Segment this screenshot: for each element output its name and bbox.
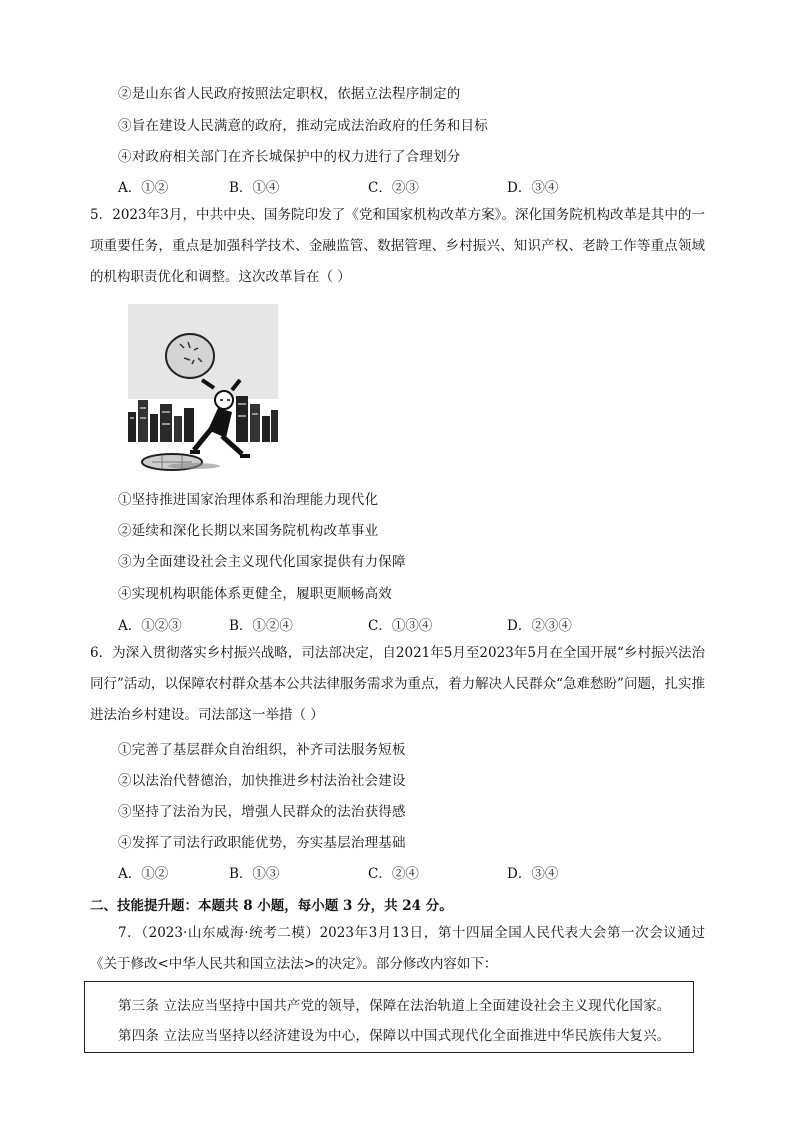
q6-option-b: B．①③: [229, 866, 280, 882]
law-article-3: 第三条 立法应当坚持中国共产党的领导，保障在法治轨道上全面建设社会主义现代化国家。: [118, 998, 671, 1014]
q5-item-3: ③为全面建设社会主义现代化国家提供有力保障: [118, 554, 406, 570]
reform-cartoon-image: [128, 304, 278, 476]
q4-item-4: ④对政府相关部门在齐长城保护中的权力进行了合理划分: [118, 149, 461, 165]
q6-option-c: C．②④: [368, 866, 419, 882]
q6-item-3: ③坚持了法治为民，增强人民群众的法治获得感: [118, 804, 406, 820]
q6-item-2: ②以法治代替德治，加快推进乡村法治社会建设: [118, 773, 406, 789]
q5-option-d: D．②③④: [507, 618, 572, 634]
q5-item-1: ①坚持推进国家治理体系和治理能力现代化: [118, 492, 379, 508]
q5-item-2: ②延续和深化长期以来国务院机构改革事业: [118, 523, 379, 539]
q4-option-a: A．①②: [118, 180, 169, 196]
q6-item-4: ④发挥了司法行政职能优势，夯实基层治理基础: [118, 835, 406, 851]
q5-stem: 5．2023年3月，中共中央、国务院印发了《党和国家机构改革方案》。深化国务院机构改革是其中的一项重要任务，重点是加强科学技术、金融监管、数据管理、乡村振兴、知识产权、老龄工作等重点领域的机构职责优化和调整。这次改革旨在（ ）: [90, 207, 705, 285]
q6-option-d: D．③④: [507, 866, 559, 882]
q4-option-d: D．③④: [507, 180, 559, 196]
q5-item-4: ④实现机构职能体系更健全，履职更顺畅高效: [118, 586, 392, 602]
q4-option-b: B．①④: [229, 180, 280, 196]
law-article-4: 第四条 立法应当坚持以经济建设为中心，保障以中国式现代化全面推进中华民族伟大复兴。: [118, 1028, 671, 1044]
q6-item-1: ①完善了基层群众自治组织，补齐司法服务短板: [118, 742, 406, 758]
law-excerpt-box: [84, 981, 694, 1053]
q5-option-a: A．①②③: [118, 618, 182, 634]
q5-option-c: C．①③④: [368, 618, 433, 634]
q5-option-b: B．①②④: [229, 618, 293, 634]
q4-option-c: C．②③: [368, 180, 419, 196]
q4-item-3: ③旨在建设人民满意的政府，推动完成法治政府的任务和目标: [118, 118, 488, 134]
q7-stem: 7．（2023·山东威海·统考二模）2023年3月13日，第十四届全国人民代表大会第一次会议通过《关于修改<中华人民共和国立法法>的决定》。部分修改内容如下：: [90, 925, 705, 972]
q6-stem: 6．为深入贯彻落实乡村振兴战略，司法部决定，自2021年5月至2023年5月在全国开展“乡村振兴法治同行”活动，以保障农村群众基本公共法律服务需求为重点，着力解决人民群众“急难愁盼”问题，扎实推进法治乡村建设。司法部这一举措（ ）: [90, 645, 705, 723]
section-heading: 二、技能提升题：本题共 8 小题，每小题 3 分，共 24 分。: [90, 898, 453, 914]
q6-option-a: A．①②: [118, 866, 169, 882]
q4-item-2: ②是山东省人民政府按照法定职权，依据立法程序制定的: [118, 86, 461, 102]
